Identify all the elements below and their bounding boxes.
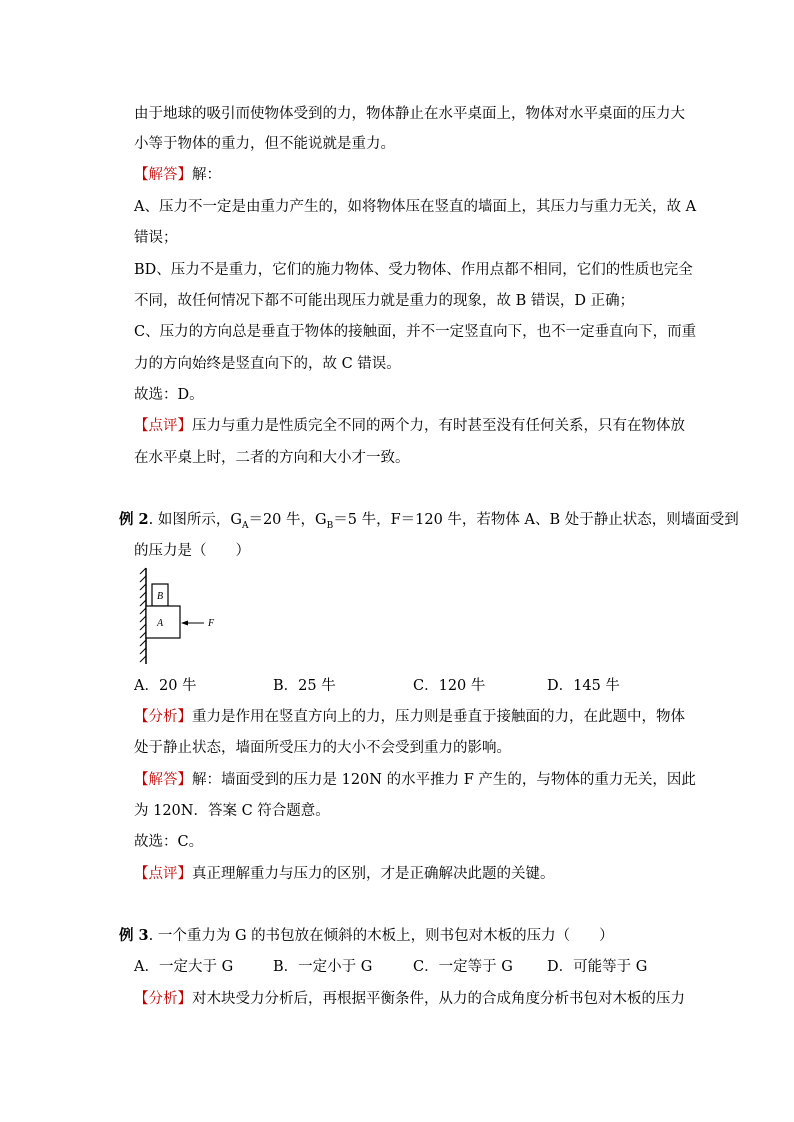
ex2-option-d: D．145 牛 xyxy=(547,678,620,694)
example-label: 例 3 xyxy=(119,927,149,944)
analysis-tag: 【分析】 xyxy=(134,709,192,725)
ex2-option-b: B．25 牛 xyxy=(273,678,336,694)
answer-text: 解：墙面受到的压力是 120N 的水平推力 F 产生的，与物体的重力无关，因此 xyxy=(192,772,696,788)
wall-block-diagram xyxy=(132,566,242,666)
review-tag: 【点评】 xyxy=(134,866,192,882)
force-arrow-head xyxy=(181,621,188,626)
ex2-analysis-line-1 xyxy=(134,707,685,727)
review-text: 真正理解重力与压力的区别，才是正确解决此题的关键。 xyxy=(192,866,555,882)
ex2-analysis-line-2: 处于静止状态，墙面所受压力的大小不会受到重力的影响。 xyxy=(134,740,511,756)
ex1-choice: 故选：D。 xyxy=(134,387,204,403)
wall-hatching xyxy=(140,568,146,662)
answer-lead: 解： xyxy=(192,167,221,183)
answer-tag: 【解答】 xyxy=(134,772,192,788)
ex2-option-a: A．20 牛 xyxy=(134,678,197,694)
ex2-q-part-3: ＝5 牛，F＝120 牛，若物体 A、B 处于静止状态，则墙面受到 xyxy=(333,512,739,528)
ex1-bd-line-2: 不同，故任何情况下都不可能出现压力就是重力的现象，故 B 错误，D 正确； xyxy=(134,293,635,309)
ex2-q-part-2: ＝20 牛，G xyxy=(248,512,327,528)
ex3-analysis-line-1 xyxy=(134,989,685,1009)
analysis-text: 对木块受力分析后，再根据平衡条件，从力的合成角度分析书包对木板的压力 xyxy=(192,991,685,1007)
ex2-answer-line-1 xyxy=(134,770,696,790)
review-tag: 【点评】 xyxy=(134,418,192,434)
intro-line-1: 由于地球的吸引而使物体受到的力，物体静止在水平桌面上，物体对水平桌面的压力大 xyxy=(134,106,685,122)
ex3-question-text: . 一个重力为 G 的书包放在倾斜的木板上，则书包对木板的压力（ ） xyxy=(148,928,614,944)
example-label: 例 2 xyxy=(119,511,149,528)
ex1-bd-line-1: BD、压力不是重力，它们的施力物体、受力物体、作用点都不相同，它们的性质也完全 xyxy=(134,262,693,278)
analysis-text: 重力是作用在竖直方向上的力，压力则是垂直于接触面的力，在此题中，物体 xyxy=(192,709,685,725)
ex2-q-part-1: . 如图所示，G xyxy=(148,512,242,528)
ex1-a-line-2: 错误； xyxy=(134,230,178,246)
ex3-option-c: C．一定等于 G xyxy=(413,959,513,975)
analysis-tag: 【分析】 xyxy=(134,991,192,1007)
ex1-review-line-1 xyxy=(134,416,685,436)
block-a-label: A xyxy=(156,618,164,629)
ex1-c-line-2: 力的方向始终是竖直向下的，故 C 错误。 xyxy=(134,356,401,372)
ex2-review-line xyxy=(134,864,555,884)
ex2-question-line-1 xyxy=(119,510,739,536)
review-text: 压力与重力是性质完全不同的两个力，有时甚至没有任何关系，只有在物体放 xyxy=(192,418,685,434)
ex3-option-a: A．一定大于 G xyxy=(134,959,234,975)
ex1-review-line-2: 在水平桌上时，二者的方向和大小才一致。 xyxy=(134,450,410,466)
ex2-answer-line-2: 为 120N．答案 C 符合题意。 xyxy=(134,803,330,819)
ex2-choice: 故选：C。 xyxy=(134,834,204,850)
ex1-answer-heading xyxy=(134,165,221,185)
ex2-question-line-2: 的压力是（ ） xyxy=(134,543,250,559)
ex3-option-b: B．一定小于 G xyxy=(273,959,373,975)
ex2-sub-b: B xyxy=(326,520,334,531)
ex3-question-line xyxy=(119,926,614,946)
intro-line-2: 小等于物体的重力，但不能说就是重力。 xyxy=(134,136,395,152)
ex3-option-d: D．可能等于 G xyxy=(547,959,648,975)
ex1-a-line-1: A、压力不一定是由重力产生的，如将物体压在竖直的墙面上，其压力与重力无关，故 A xyxy=(134,199,697,215)
ex2-sub-a: A xyxy=(241,520,249,531)
force-label: F xyxy=(208,618,215,629)
answer-tag: 【解答】 xyxy=(134,167,192,183)
ex2-option-c: C．120 牛 xyxy=(413,678,486,694)
ex1-c-line-1: C、压力的方向总是垂直于物体的接触面，并不一定竖直向下，也不一定垂直向下，而重 xyxy=(134,324,697,340)
block-b-label: B xyxy=(156,591,164,602)
